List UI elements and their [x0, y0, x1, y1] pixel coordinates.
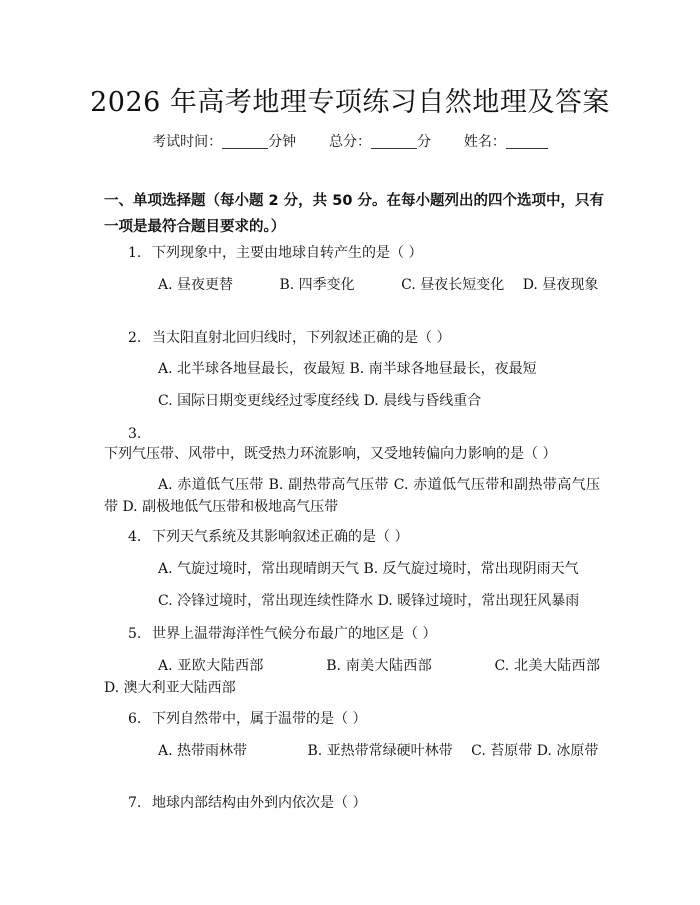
time-blank	[222, 134, 268, 149]
question-stem: 地球内部结构由外到内依次是（ ）	[152, 795, 367, 811]
option-b: B. 四季变化	[279, 277, 355, 293]
question-6	[104, 709, 600, 729]
option-a: A. 气旋过境时，常出现晴朗天气	[158, 561, 360, 577]
option-c: C. 昼夜长短变化	[401, 277, 505, 293]
option-c: C. 苔原带	[471, 743, 533, 759]
question-number: 1.	[128, 245, 142, 261]
question-5-options	[104, 655, 600, 699]
question-1-options	[104, 274, 600, 296]
page-title: 2026 年高考地理专项练习自然地理及答案	[90, 87, 610, 118]
question-4-options-row2	[104, 590, 600, 612]
question-number: 3.	[128, 426, 142, 442]
question-5	[104, 624, 600, 644]
question-stem: 下列现象中，主要由地球自转产生的是（ ）	[152, 245, 423, 261]
exam-meta-line	[0, 131, 700, 151]
name-label: 姓名：	[463, 134, 506, 150]
time-unit: 分钟	[268, 134, 297, 150]
question-stem: 下列气压带、风带中，既受热力环流影响，又受地转偏向力影响的是（ ）	[104, 446, 557, 462]
question-4-options-row1	[104, 558, 600, 580]
question-2	[104, 328, 600, 348]
question-stem: 下列天气系统及其影响叙述正确的是（ ）	[152, 529, 409, 545]
option-b: B. 南美大陆西部	[326, 658, 433, 674]
option-d: D. 暖锋过境时，常出现狂风暴雨	[377, 593, 580, 609]
question-stem: 世界上温带海洋性气候分布最广的地区是（ ）	[152, 626, 437, 642]
option-b: B. 南半球各地昼最长，夜最短	[349, 361, 537, 377]
option-c: C. 国际日期变更线经过零度经线	[158, 393, 360, 409]
option-d: D. 副极地低气压带和极地高气压带	[122, 499, 339, 515]
name-blank	[506, 134, 548, 149]
question-number: 5.	[128, 626, 142, 642]
option-a: A. 昼夜更替	[158, 277, 234, 293]
option-c: C. 北美大陆西部	[494, 658, 601, 674]
option-d: D. 晨线与昏线重合	[363, 393, 482, 409]
question-number: 4.	[128, 529, 142, 545]
question-number: 7.	[128, 795, 142, 811]
question-4	[104, 527, 600, 547]
question-7	[104, 793, 600, 813]
option-b: B. 亚热带常绿硬叶林带	[307, 743, 453, 759]
option-a: A. 北半球各地昼最长，夜最短	[158, 361, 346, 377]
option-a: A. 亚欧大陆西部	[158, 658, 264, 674]
question-stem: 下列自然带中，属于温带的是（ ）	[152, 711, 367, 727]
question-6-options	[104, 740, 600, 762]
option-a: A. 赤道低气压带	[158, 477, 264, 493]
score-label: 总分：	[329, 134, 371, 150]
question-3-options	[104, 474, 600, 518]
option-c: C. 赤道低气压带和副热带高气压带	[104, 477, 600, 515]
question-2-options-row2	[104, 390, 600, 412]
option-d: D. 澳大利亚大陆西部	[104, 680, 236, 696]
question-1	[104, 243, 600, 263]
question-stem: 当太阳直射北回归线时，下列叙述正确的是（ ）	[152, 330, 451, 346]
option-a: A. 热带雨林带	[158, 743, 248, 759]
section-heading: 一、单项选择题（每小题 2 分，共 50 分。在每小题列出的四个选项中，只有一项是最符合题目要求的。）	[104, 193, 604, 235]
option-b: B. 反气旋过境时，常出现阴雨天气	[363, 561, 579, 577]
score-unit: 分	[417, 134, 431, 150]
score-blank	[371, 134, 417, 149]
option-b: B. 副热带高气压带	[268, 477, 389, 493]
time-label: 考试时间：	[152, 134, 223, 150]
question-number: 2.	[128, 330, 142, 346]
option-d: D. 冰原带	[536, 743, 599, 759]
option-d: D. 昼夜现象	[522, 277, 599, 293]
question-3	[104, 424, 600, 464]
option-c: C. 冷锋过境时，常出现连续性降水	[158, 593, 374, 609]
question-2-options-row1	[104, 358, 600, 380]
question-number: 6.	[128, 711, 142, 727]
